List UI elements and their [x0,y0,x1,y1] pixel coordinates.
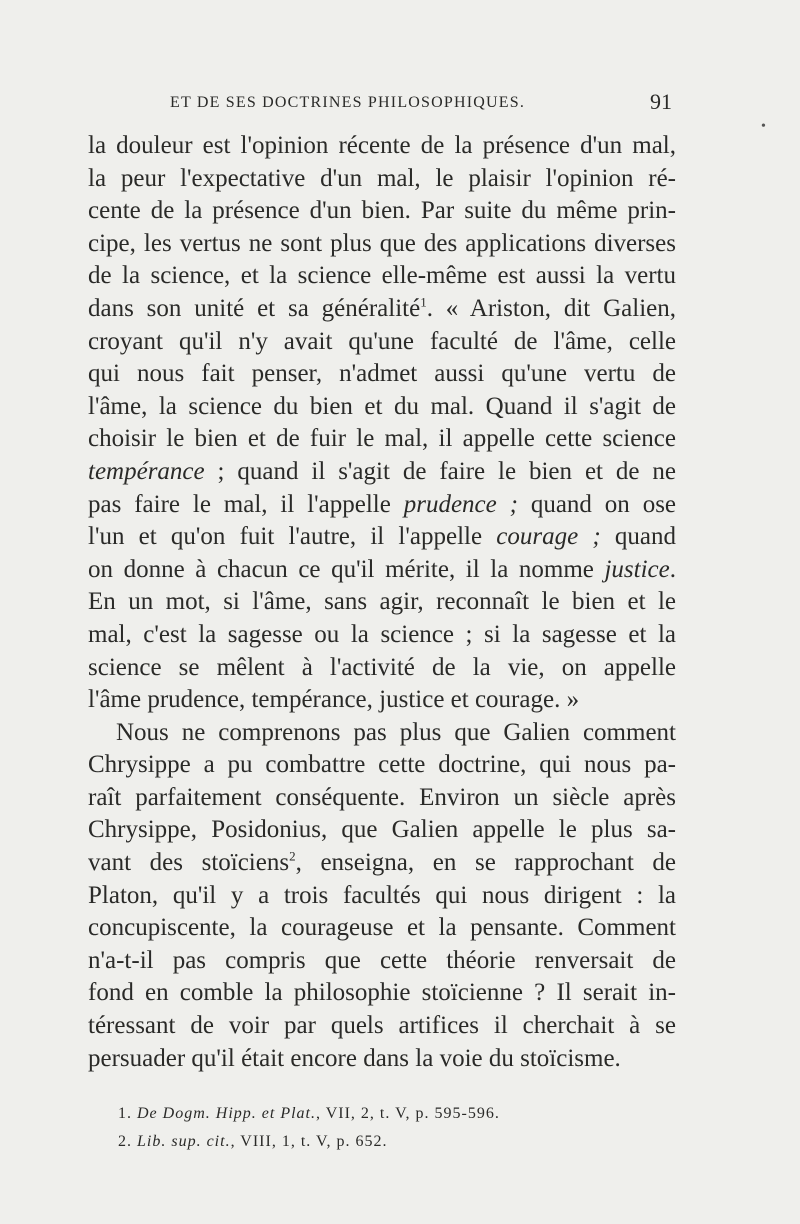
text-line: science se mêlent à l'activité de la vie, on appelle [88,653,676,681]
footnote-2: 2. Lib. sup. cit., VIII, 1, t. V, p. 652. [118,1133,388,1150]
text-line: croyant qu'il n'y avait qu'une faculté de l'âme, celle [88,327,676,355]
footnotes [118,1100,500,1156]
italic-term: tempérance [88,457,205,485]
text-line: l'âme, la science du bien et du mal. Quand il s'agit de [88,392,676,420]
text-line: cipe, les vertus ne sont plus que des applications diverses [88,229,676,257]
margin-mark: • [761,119,766,134]
text-line: raît parfaitement conséquente. Environ un siècle après [88,783,676,811]
body-text [88,130,676,1075]
text-line: de la science, et la science elle-même est aussi la vertu [88,262,676,290]
text-line: téressant de voir par quels artifices il cherchait à se [88,1012,676,1040]
page-number: 91 [650,89,672,114]
text-line: Chrysippe a pu combattre cette doctrine, qui nous pa- [88,751,676,779]
footnote-ref: 1 [420,294,427,310]
text-line: En un mot, si l'âme, sans agir, reconnaît le bien et le [88,588,676,616]
text-line: la peur l'expectative d'un mal, le plaisir l'opinion ré- [88,164,676,192]
text-line: concupiscente, la courageuse et la pensante. Comment [88,914,676,942]
italic-term: justice [604,555,670,583]
text-line: la douleur est l'opinion récente de la présence d'un mal, [88,132,676,159]
text-line: Chrysippe, Posidonius, que Galien appelle le plus sa- [88,816,676,844]
text-line: Platon, qu'il y a trois facultés qui nous dirigent : la [88,881,676,909]
text-line: persuader qu'il était encore dans la voie du stoïcisme. [88,1044,621,1072]
text-line: l'âme prudence, tempérance, justice et courage. » [88,686,580,714]
text-line: l'un et qu'on fuit l'autre, il l'appelle courage ; quand [88,523,677,551]
text-line: choisir le bien et de fuir le mal, il appelle cette science [88,425,676,453]
text-line: tempérance ; quand il s'agit de faire le bien et de ne [88,457,676,485]
italic-term: courage ; [496,523,601,551]
text-line: Nous ne comprenons pas plus que Galien comment [116,718,676,746]
footnote-1: 1. De Dogm. Hipp. et Plat., VII, 2, t. V, p. 595-596. [118,1105,500,1122]
text-line: qui nous fait penser, n'admet aussi qu'une vertu de [88,360,676,388]
text-line: mal, c'est la sagesse ou la science ; si la sagesse et la [88,620,676,648]
text-line: vant des stoïciens$^2$, enseigna, en se rapprochant de [88,848,676,877]
text-line: dans son unité et sa généralité$^1$. « Ariston, dit Galien, [88,294,676,322]
italic-term: prudence ; [403,490,518,518]
text-line: pas faire le mal, il l'appelle prudence ; quand on ose [88,490,677,518]
text-line: n'a-t-il pas compris que cette théorie renversait de [88,946,676,974]
text-line: cente de la présence d'un bien. Par suite du même prin- [88,197,676,225]
running-header [170,89,672,120]
running-title: ET DE SES DOCTRINES PHILOSOPHIQUES. [170,94,526,111]
text-line: on donne à chacun ce qu'il mérite, il la nomme justice. [88,555,676,583]
footnote-ref: 2 [289,848,296,864]
text-line: fond en comble la philosophie stoïcienne ? Il serait in- [88,979,676,1007]
